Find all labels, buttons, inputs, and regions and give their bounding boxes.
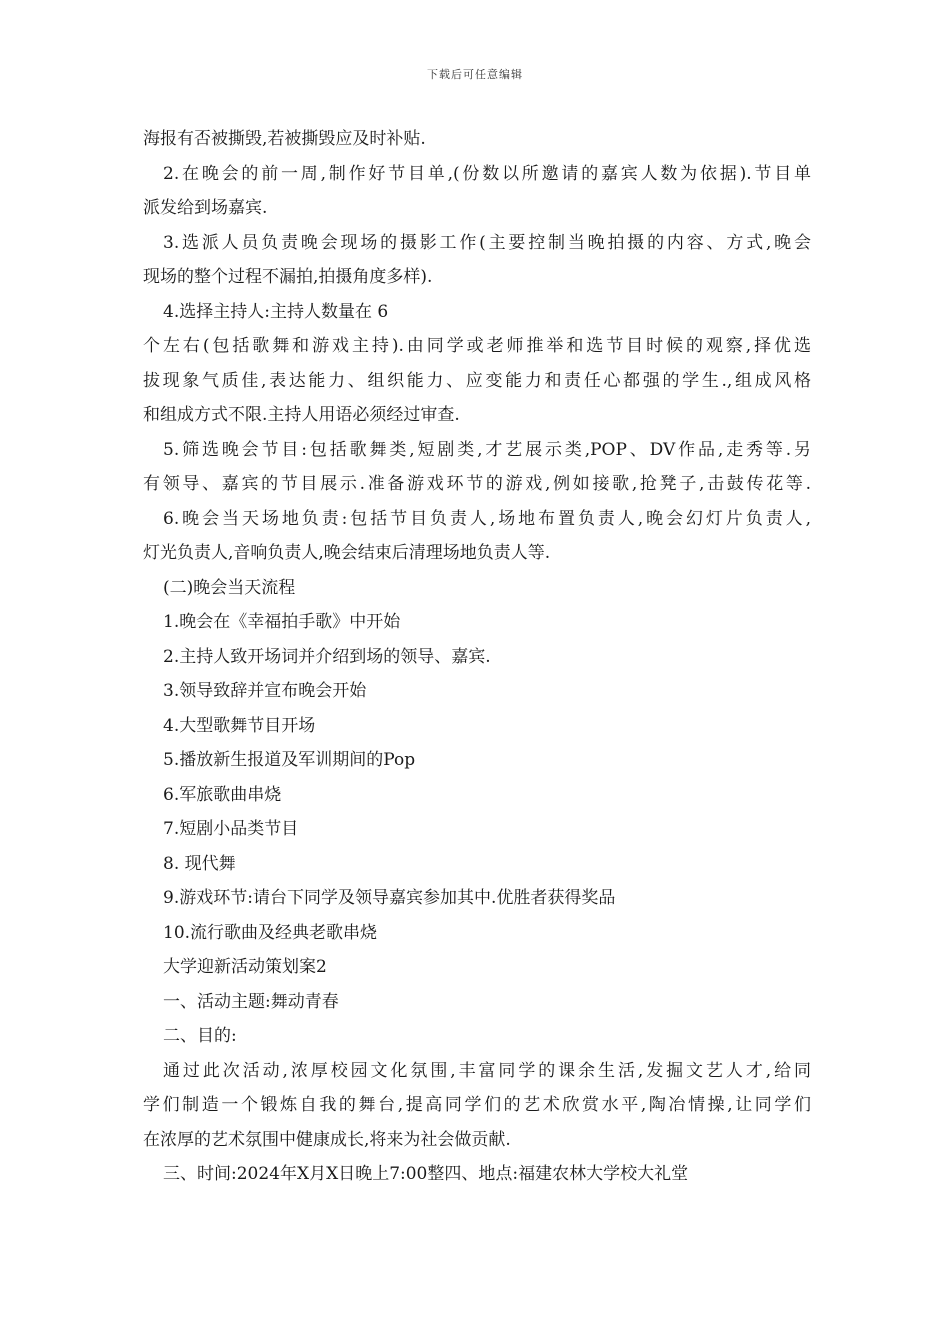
text-line: 9.游戏环节:请台下同学及领导嘉宾参加其中.优胜者获得奖品 <box>163 888 616 908</box>
text-line: 8. 现代舞 <box>163 853 236 874</box>
text-line: 1.晚会在《幸福拍手歌》中开始 <box>163 612 401 632</box>
text-line: 二、目的: <box>163 1026 237 1046</box>
text-line: 有领导、嘉宾的节目展示.准备游戏环节的游戏,例如接歌,抢凳子,击鼓传花等. <box>143 474 811 494</box>
text-line: 灯光负责人,音响负责人,晚会结束后清理场地负责人等. <box>143 543 551 563</box>
text-line: 派发给到场嘉宾. <box>143 198 268 218</box>
text-line: 大学迎新活动策划案2 <box>163 957 327 977</box>
text-line: 5.筛选晚会节目:包括歌舞类,短剧类,才艺展示类,POP、DV作品,走秀等.另 <box>163 439 811 460</box>
text-line: 现场的整个过程不漏拍,拍摄角度多样). <box>143 267 433 287</box>
text-line: 6.军旅歌曲串烧 <box>163 784 282 805</box>
text-line: 通过此次活动,浓厚校园文化氛围,丰富同学的课余生活,发掘文艺人才,给同 <box>163 1060 811 1081</box>
page-header: 下载后可任意编辑 <box>427 68 523 81</box>
text-line: 海报有否被撕毁,若被撕毁应及时补贴. <box>143 129 426 149</box>
text-line: 3.选派人员负责晚会现场的摄影工作(主要控制当晚拍摄的内容、方式,晚会 <box>163 232 811 253</box>
text-line: 学们制造一个锻炼自我的舞台,提高同学们的艺术欣赏水平,陶冶情操,让同学们 <box>143 1095 811 1115</box>
text-line: 拔现象气质佳,表达能力、组织能力、应变能力和责任心都强的学生.,组成风格 <box>143 370 811 391</box>
text-line: 在浓厚的艺术氛围中健康成长,将来为社会做贡献. <box>143 1129 511 1150</box>
text-line: 和组成方式不限.主持人用语必须经过审查. <box>143 405 460 425</box>
text-line: 2.主持人致开场词并介绍到场的领导、嘉宾. <box>163 646 491 667</box>
document-body <box>143 122 811 1192</box>
text-line: 6.晚会当天场地负责:包括节目负责人,场地布置负责人,晚会幻灯片负责人, <box>163 508 811 529</box>
text-line: 4.大型歌舞节目开场 <box>163 715 316 736</box>
text-line: 5.播放新生报道及军训期间的Pop <box>163 750 416 770</box>
text-line: (二)晚会当天流程 <box>163 577 296 598</box>
text-line: 个左右(包括歌舞和游戏主持).由同学或老师推举和选节目时候的观察,择优选 <box>143 336 811 356</box>
text-line: 7.短剧小品类节目 <box>163 819 299 839</box>
text-line: 10.流行歌曲及经典老歌串烧 <box>163 922 378 943</box>
text-line: 4.选择主持人:主持人数量在 6 <box>163 301 389 322</box>
text-line: 一、活动主题:舞动青春 <box>163 991 339 1012</box>
text-line: 三、时间:2024年X月X日晚上7:00整四、地点:福建农林大学校大礼堂 <box>163 1164 689 1184</box>
text-line: 3.领导致辞并宣布晚会开始 <box>163 681 367 701</box>
text-line: 2.在晚会的前一周,制作好节目单,(份数以所邀请的嘉宾人数为依据).节目单 <box>163 163 811 184</box>
